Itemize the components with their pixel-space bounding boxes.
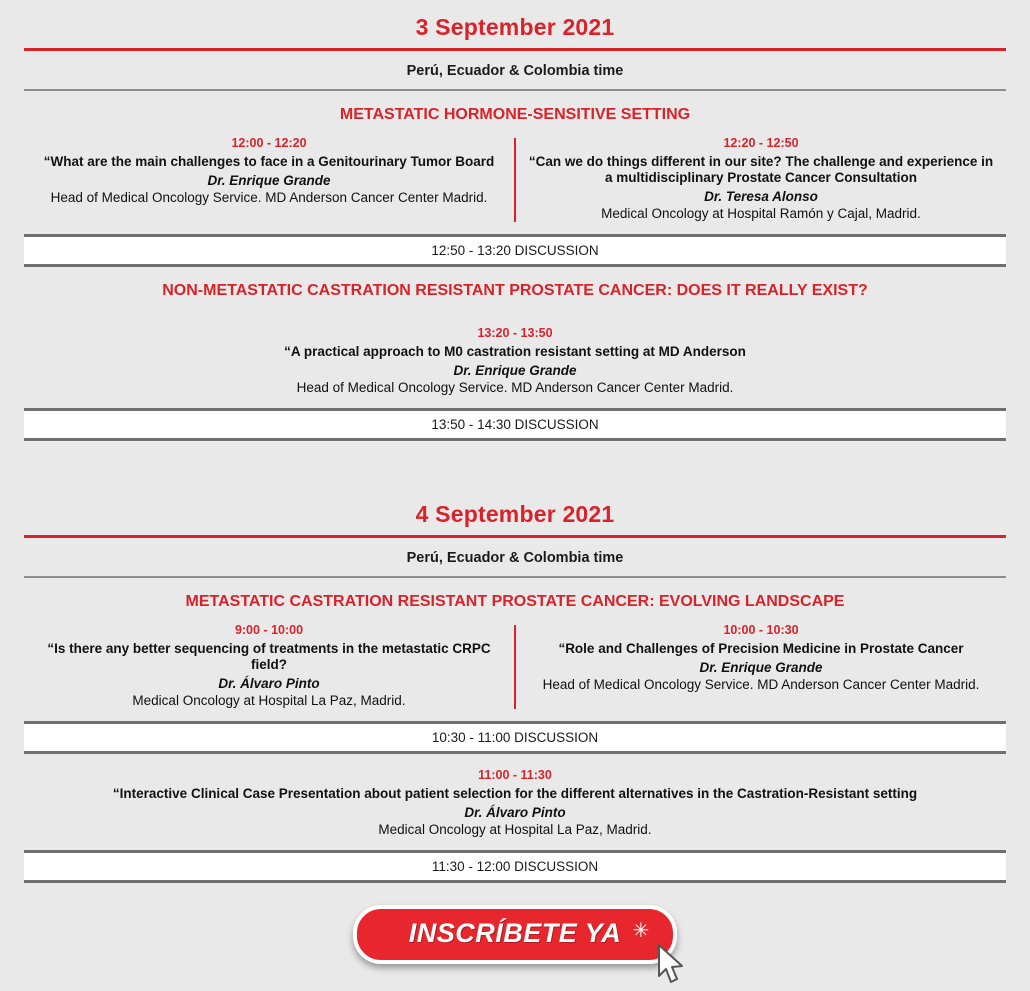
register-button[interactable] — [353, 905, 678, 964]
talk-speaker: Dr. Enrique Grande — [207, 173, 331, 189]
talk-speaker: Dr. Enrique Grande — [453, 363, 577, 379]
day-title: 3 September 2021 — [415, 14, 615, 40]
talk-affiliation: Head of Medical Oncology Service. MD Anderson Cancer Center Madrid. — [296, 380, 734, 396]
talk-time: 9:00 - 10:00 — [234, 623, 304, 638]
talk-speaker: Dr. Enrique Grande — [699, 660, 823, 676]
talk-card-single — [24, 312, 1006, 408]
talk-row — [24, 623, 1006, 721]
talk-affiliation: Head of Medical Oncology Service. MD Anderson Cancer Center Madrid. — [542, 677, 980, 693]
sparkle-icon: ✳ — [632, 919, 650, 942]
section-title: METASTATIC CASTRATION RESISTANT PROSTATE CANCER: EVOLVING LANDSCAPE — [185, 592, 845, 610]
section-title: NON-METASTATIC CASTRATION RESISTANT PROSTATE CANCER: DOES IT REALLY EXIST? — [162, 281, 868, 299]
day-spacer — [24, 441, 1006, 487]
discussion-bar: 10:30 - 11:00 DISCUSSION — [24, 721, 1006, 754]
talk-time: 11:00 - 11:30 — [478, 767, 552, 782]
talk-card-right — [516, 623, 1006, 721]
talk-row — [24, 136, 1006, 234]
discussion-bar: 11:30 - 12:00 DISCUSSION — [24, 850, 1006, 883]
talk-title: “Interactive Clinical Case Presentation about patient selection for the different alternatives in the Castration-Resistant setting — [112, 785, 918, 801]
talk-card-right — [516, 136, 1006, 234]
timezone-label: Perú, Ecuador & Colombia time — [406, 63, 624, 79]
talk-time: 12:20 - 12:50 — [723, 136, 799, 151]
discussion-bar: 13:50 - 14:30 DISCUSSION — [24, 408, 1006, 441]
cursor-pointer-icon — [657, 944, 687, 986]
section-title: METASTATIC HORMONE-SENSITIVE SETTING — [339, 106, 691, 123]
talk-time: 12:00 - 12:20 — [231, 136, 307, 151]
talk-title: “Role and Challenges of Precision Medicine in Prostate Cancer — [558, 641, 964, 657]
talk-affiliation: Medical Oncology at Hospital La Paz, Madrid. — [132, 693, 406, 709]
discussion-bar: 12:50 - 13:20 DISCUSSION — [24, 234, 1006, 267]
talk-title: “What are the main challenges to face in a Genitourinary Tumor Board — [43, 154, 495, 170]
talk-affiliation: Medical Oncology at Hospital La Paz, Madrid. — [378, 821, 652, 837]
talk-title: “Can we do things different in our site? The challenge and experience in a multidisciplinary Prostate Cancer Consultation — [528, 154, 994, 186]
talk-card-left — [24, 623, 514, 721]
talk-speaker: Dr. Álvaro Pinto — [464, 804, 566, 820]
agenda-content — [24, 0, 1006, 964]
day-block-2 — [24, 487, 1006, 883]
talk-time: 13:20 - 13:50 — [477, 326, 553, 341]
day-block-1 — [24, 0, 1006, 441]
talk-card-single — [24, 754, 1006, 850]
talk-time: 10:00 - 10:30 — [723, 623, 799, 638]
talk-card-left — [24, 136, 514, 234]
talk-speaker: Dr. Álvaro Pinto — [218, 676, 320, 692]
talk-title: “Is there any better sequencing of treatments in the metastatic CRPC field? — [47, 641, 491, 673]
register-button-label: INSCRÍBETE YA — [408, 917, 622, 948]
talk-title: “A practical approach to M0 castration resistant setting at MD Anderson — [284, 344, 746, 360]
cta-area — [24, 883, 1006, 964]
timezone-label: Perú, Ecuador & Colombia time — [406, 549, 624, 566]
talk-affiliation: Head of Medical Oncology Service. MD Anderson Cancer Center Madrid. — [50, 190, 488, 206]
talk-affiliation: Medical Oncology at Hospital Ramón y Cajal, Madrid. — [601, 206, 921, 222]
day-title: 4 September 2021 — [415, 500, 615, 527]
talk-speaker: Dr. Teresa Alonso — [704, 189, 818, 205]
